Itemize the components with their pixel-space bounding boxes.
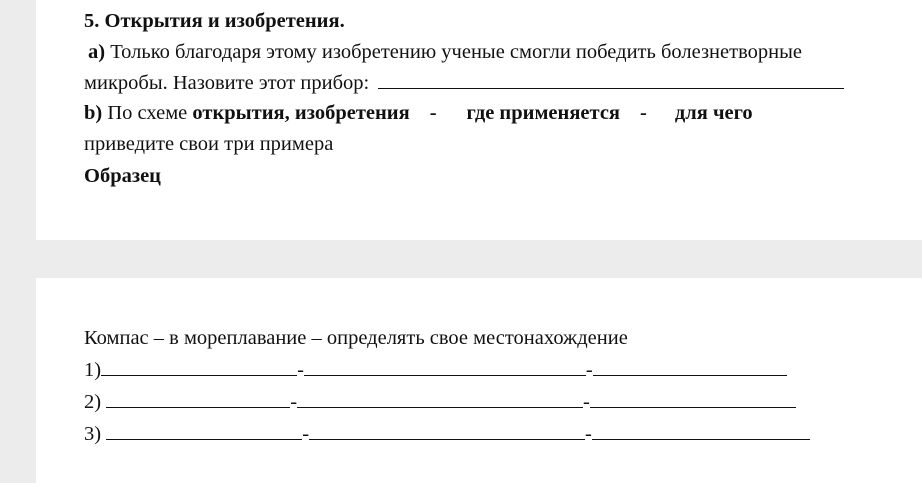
scheme-purpose: для чего — [674, 102, 753, 124]
device-answer-field[interactable] — [378, 71, 844, 89]
row-3-application-field[interactable] — [309, 422, 585, 440]
task-heading: 5. Открытия и изобретения. — [84, 10, 345, 32]
row-3-dash-2: - — [585, 423, 592, 445]
sample-line: Компас – в мореплавание – определять свое местонахождение — [84, 327, 628, 349]
part-a-line1 — [88, 39, 802, 65]
row-2-number: 2) — [84, 391, 102, 413]
part-b-prefix: По схеме — [102, 102, 193, 124]
row-2-dash-1: - — [290, 391, 298, 413]
part-a-line2 — [84, 70, 844, 96]
row-1-dash-1: - — [297, 359, 304, 381]
row-2-application-field[interactable] — [297, 390, 583, 408]
scheme-application: где применяется — [466, 102, 621, 124]
row-3-dash-1: - — [302, 423, 310, 445]
row-1-purpose-field[interactable] — [593, 358, 787, 376]
scheme-discovery: открытия, изобретения — [192, 102, 410, 124]
answer-row-2 — [84, 389, 796, 415]
part-b-line1 — [84, 100, 753, 126]
row-3-invention-field[interactable] — [106, 422, 302, 440]
sample-heading: Образец — [84, 165, 161, 187]
part-b-label: b) — [84, 102, 103, 124]
scheme-dash-1: - — [429, 102, 437, 124]
row-2-invention-field[interactable] — [106, 390, 290, 408]
row-1-number: 1) — [84, 359, 102, 381]
part-b-line2: приведите свои три примера — [84, 133, 334, 155]
row-2-purpose-field[interactable] — [590, 390, 796, 408]
row-3-purpose-field[interactable] — [592, 422, 810, 440]
row-2-dash-2: - — [583, 391, 590, 413]
part-a-text: Только благодаря этому изобретению ученые смогли победить болезнетворные — [105, 41, 802, 63]
answer-row-3 — [84, 421, 810, 447]
part-a-label: а) — [88, 41, 106, 63]
row-3-number: 3) — [84, 423, 102, 445]
answer-row-1 — [84, 357, 787, 383]
scheme-dash-2: - — [640, 102, 647, 124]
row-1-invention-field[interactable] — [101, 358, 297, 376]
part-a-question: микробы. Назовите этот прибор: — [84, 72, 370, 94]
row-1-application-field[interactable] — [304, 358, 586, 376]
row-1-dash-2: - — [585, 359, 593, 381]
